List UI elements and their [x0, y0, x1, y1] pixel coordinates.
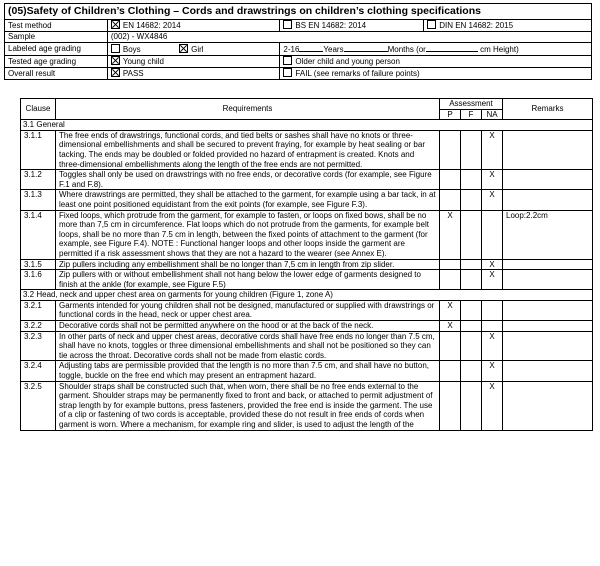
remarks-header: Remarks	[503, 99, 593, 120]
clause-cell: 3.2.4	[21, 361, 56, 381]
na-cell: X	[482, 331, 503, 361]
height-label: cm Height)	[480, 45, 519, 54]
na-cell: X	[482, 270, 503, 290]
remarks-cell	[503, 381, 593, 430]
f-cell	[461, 361, 482, 381]
requirement-text: Decorative cords shall not be permitted anywhere on the hood or at the back of the neck.	[56, 321, 440, 332]
clause-cell: 3.1.4	[21, 210, 56, 259]
report-title: (05)Safety of Children’s Clothing – Cords and drawstrings on children’s clothing specifications	[5, 4, 592, 20]
f-cell	[461, 259, 482, 270]
table-row	[21, 210, 593, 259]
tested-grading-row	[5, 56, 592, 68]
p-cell: X	[440, 300, 461, 320]
clause-cell: 3.2.1	[21, 300, 56, 320]
p-header: P	[440, 109, 461, 120]
f-cell	[461, 381, 482, 430]
p-cell	[440, 381, 461, 430]
na-header: NA	[482, 109, 503, 120]
na-cell	[482, 300, 503, 320]
clause-cell: 3.2.2	[21, 321, 56, 332]
table-row	[21, 130, 593, 169]
test-method-row	[5, 20, 592, 32]
test-method-option-bs: BS EN 14682: 2014	[295, 21, 367, 30]
older-child-option: Older child and young person	[295, 57, 400, 66]
clause-cell: 3.1.6	[21, 270, 56, 290]
remarks-cell	[503, 331, 593, 361]
fail-option: FAIL (see remarks of failure points)	[295, 69, 420, 78]
f-cell	[461, 270, 482, 290]
remarks-cell	[503, 170, 593, 190]
unchecked-box-icon	[427, 20, 436, 29]
months-label: Months	[387, 45, 414, 54]
remarks-cell	[503, 259, 593, 270]
f-cell	[461, 331, 482, 361]
checked-box-icon	[111, 56, 120, 65]
test-method-option-en: EN 14682: 2014	[122, 21, 181, 30]
remarks-cell: Loop:2.2cm	[503, 210, 593, 259]
boys-option: Boys	[122, 44, 141, 54]
overall-result-label: Overall result	[5, 68, 108, 80]
table-row	[21, 300, 593, 320]
remarks-cell	[503, 130, 593, 169]
remarks-cell	[503, 190, 593, 210]
unchecked-box-icon	[283, 56, 292, 65]
na-cell: X	[482, 381, 503, 430]
unchecked-box-icon	[283, 20, 292, 29]
assessment-header: Assessment	[440, 99, 503, 110]
section-heading: 3.2 Head, neck and upper chest area on garments for young children (Figure 1, zone A)	[21, 290, 593, 301]
report-header	[4, 3, 592, 80]
p-cell	[440, 259, 461, 270]
p-cell	[440, 170, 461, 190]
f-cell	[461, 210, 482, 259]
pass-option: PASS	[122, 69, 144, 78]
section-heading: 3.1 General	[21, 120, 593, 131]
clause-cell: 3.1.3	[21, 190, 56, 210]
table-row	[21, 270, 593, 290]
na-cell: X	[482, 130, 503, 169]
p-cell	[440, 190, 461, 210]
unchecked-box-icon	[283, 68, 292, 77]
na-cell: X	[482, 170, 503, 190]
table-row	[21, 190, 593, 210]
remarks-cell	[503, 321, 593, 332]
f-cell	[461, 170, 482, 190]
requirement-text: Garments intended for young children shall not be designed, manufactured or supplied with drawstrings or functional cords in the head, neck or upper chest area.	[56, 300, 440, 320]
p-cell	[440, 130, 461, 169]
remarks-cell	[503, 300, 593, 320]
requirement-text: In other parts of neck and upper chest areas, decorative cords shall have free ends no longer than 7.5 cm, shall have no knots, toggles or three dimensional embellishments and shall not be positioned so they can tie across the throat. Decorative cords shall not be made from elastic cords.	[56, 331, 440, 361]
sample-value: (002) - WX4846	[107, 32, 591, 43]
na-cell: X	[482, 259, 503, 270]
requirements-header: Requirements	[56, 99, 440, 120]
checked-box-icon	[111, 68, 120, 77]
p-cell: X	[440, 321, 461, 332]
remarks-cell	[503, 361, 593, 381]
p-cell	[440, 270, 461, 290]
checked-box-icon	[111, 20, 120, 29]
requirement-text: Zip pullers with or without embellishment shall not hang below the lower edge of garments designed to finish at the ankle (for example, see Figure F.5)	[56, 270, 440, 290]
clause-header: Clause	[21, 99, 56, 120]
p-cell	[440, 331, 461, 361]
clause-cell: 3.1.2	[21, 170, 56, 190]
requirement-text: Adjusting tabs are permissible provided that the length is no more than 7.5 cm, and shall have no button, toggle, buckle on the free end which may present an entrapment hazard.	[56, 361, 440, 381]
table-row	[21, 170, 593, 190]
na-cell: X	[482, 361, 503, 381]
table-row	[21, 259, 593, 270]
requirement-text: Shoulder straps shall be constructed such that, when worn, there shall be no free ends external to the garment. Shoulder straps may be permanently fixed to front and back, or attached to permit adjustment of strap length by for example buttons, press fasteners, provided the free end is inside the garment. The use of a clip or fastening of two cords is acceptable, provided these do not result in free ends of cords when garment is worn. Where a mechanism, for example ring and slider, is used to adjust the length of the	[56, 381, 440, 430]
p-cell: X	[440, 210, 461, 259]
na-cell	[482, 321, 503, 332]
table-row	[21, 361, 593, 381]
tested-grading-label: Tested age grading	[5, 56, 108, 68]
f-cell	[461, 300, 482, 320]
clause-cell: 3.2.3	[21, 331, 56, 361]
requirements-table	[20, 98, 593, 431]
f-header: F	[461, 109, 482, 120]
years-label: Years	[323, 45, 344, 54]
f-cell	[461, 130, 482, 169]
na-cell: X	[482, 190, 503, 210]
sample-label: Sample	[5, 32, 108, 43]
requirement-text: Toggles shall only be used on drawstrings with no free ends, or decorative cords (for example, see Figure F.1 and F.8).	[56, 170, 440, 190]
young-child-option: Young child	[122, 57, 164, 66]
requirement-text: Zip pullers including any embellishment shall be no longer than 7,5 cm in length from zip slider.	[56, 259, 440, 270]
requirement-text: Fixed loops, which protrude from the garment, for example to fasten, or loops on fixed bows, shall be no more than 7,5 cm in circumference. Flat loops which do not protrude from the garments, for example belt loops, shall be no more than 7.5 cm in length, between the fixed points of attachment to the garment (for example, see Figure F.4). NOTE : Functional hanger loops and other loops inside the garment are permitted if a risk assessment shows that they are not a hazard to the wearer (see Annex E).	[56, 210, 440, 259]
overall-result-row	[5, 68, 592, 80]
clause-cell: 3.2.5	[21, 381, 56, 430]
na-cell	[482, 210, 503, 259]
clause-cell: 3.1.5	[21, 259, 56, 270]
or-label: (or	[416, 45, 426, 54]
f-cell	[461, 190, 482, 210]
clause-cell: 3.1.1	[21, 130, 56, 169]
table-row	[21, 381, 593, 430]
checked-box-icon	[179, 44, 188, 53]
requirement-text: The free ends of drawstrings, functional cords, and tied belts or sashes shall have no knots or three-dimensional embellishments and shall be secured to prevent fraying, for example by heat sealing or bar tacking. The ends may be doubled or folded provided no hazard of entrapment is created. Knots and three-dimensional embellishments along the length of the free ends are not permitted.	[56, 130, 440, 169]
test-method-option-din: DIN EN 14682: 2015	[439, 21, 514, 30]
p-cell	[440, 361, 461, 381]
table-row	[21, 331, 593, 361]
requirement-text: Where drawstrings are permitted, they shall be attached to the garment, for example using a bar tack, in at least one point positioned equidistant from the exit points (for example, see Figure F.3).	[56, 190, 440, 210]
girl-option: Girl	[191, 44, 204, 54]
age-range: 2-16	[283, 45, 300, 54]
unchecked-box-icon	[111, 44, 120, 53]
remarks-cell	[503, 270, 593, 290]
age-grading-label: Labeled age grading	[5, 43, 108, 56]
f-cell	[461, 321, 482, 332]
sample-row	[5, 32, 592, 43]
table-row	[21, 321, 593, 332]
age-grading-row	[5, 43, 592, 56]
test-method-label: Test method	[5, 20, 108, 32]
